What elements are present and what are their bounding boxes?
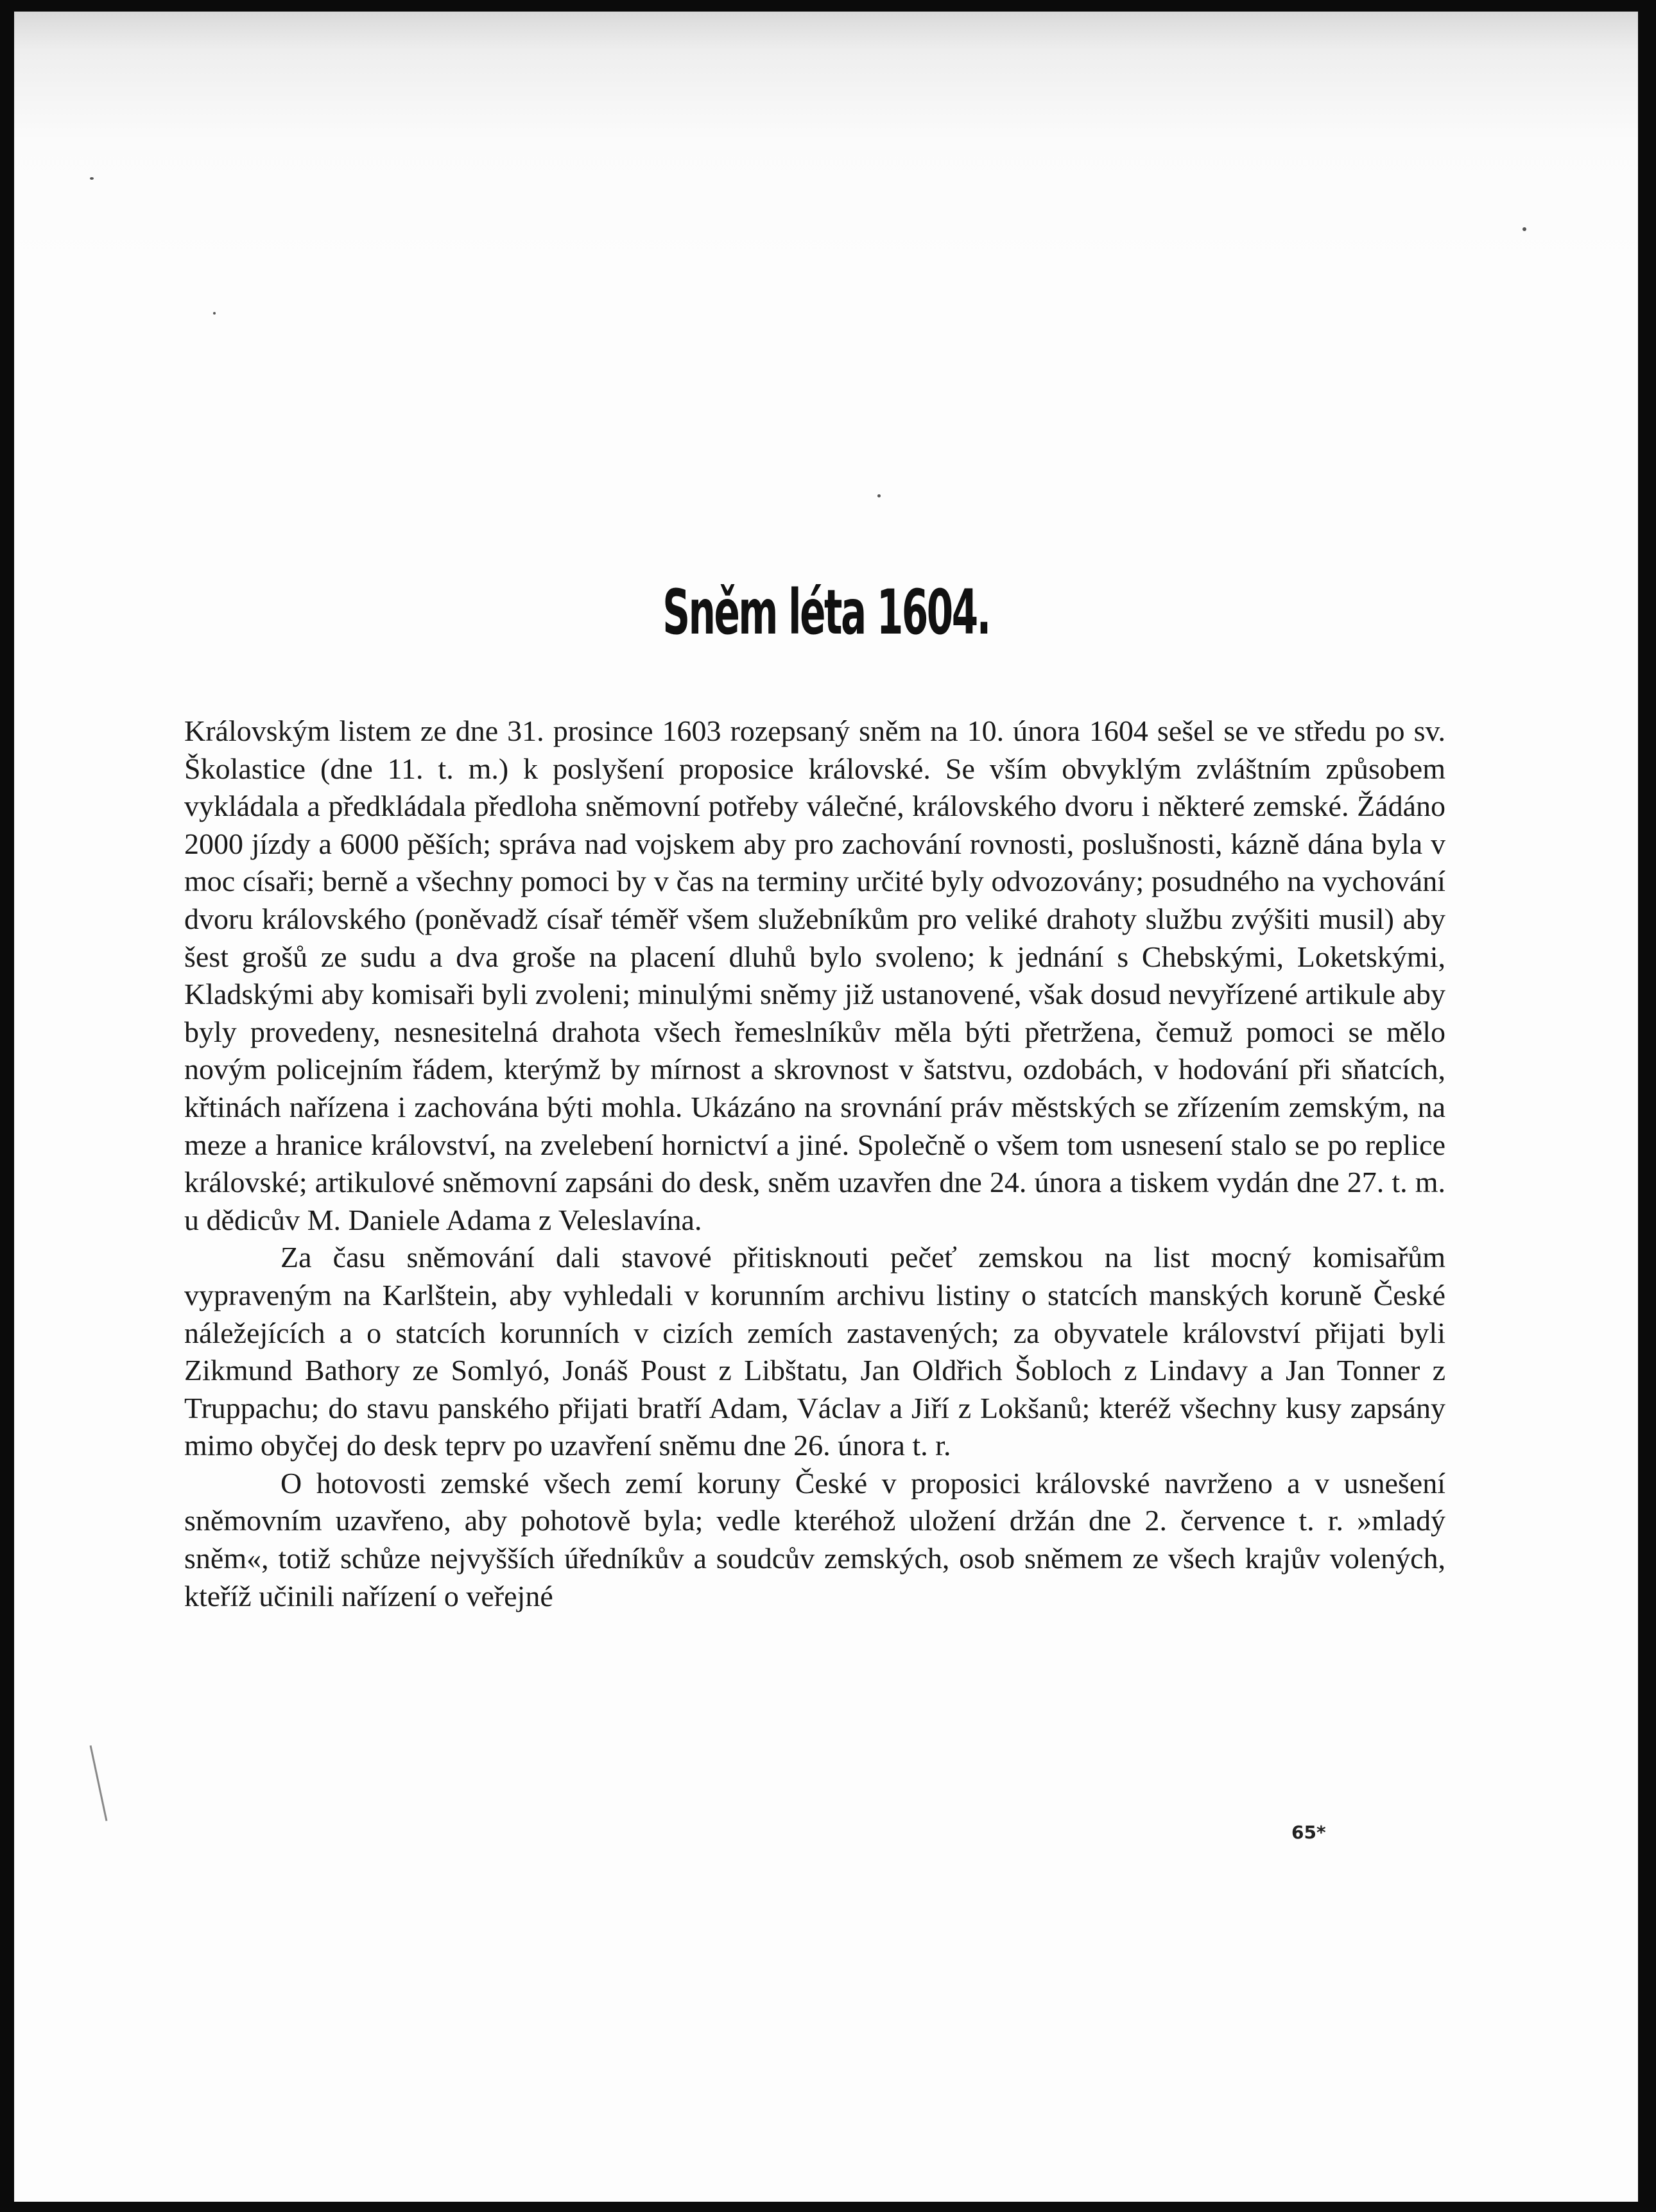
dust-speck [213,312,216,315]
dust-speck [877,494,881,497]
body-text [184,713,1445,1615]
paragraph: Královským listem ze dne 31. prosince 1603 rozepsaný sněm na 10. února 1604 sešel se ve středu po sv. Školastice (dne 11. t. m.) k poslyšení proposice královské. Se vším obvyklým zvláštním způsobem vykládala a předkládala předloha sněmovní potřeby válečné, královského dvoru i některé zemské. Žádáno 2000 jízdy a 6000 pěších; správa nad vojskem aby pro zachování rovnosti, poslušnosti, kázně dána byla v moc císaři; berně a všechny pomoci by v čas na terminy určité byly odvozovány; posudného na vychování dvoru královského (poněvadž císař téměř všem služebníkům pro veliké drahoty službu zvýšiti musil) aby šest grošů ze sudu a dva groše na placení dluhů bylo svoleno; k jednání s Chebskými, Loketskými, Kladskými aby komisaři byli zvoleni; minulými sněmy již ustanovené, však dosud nevyřízené artikule aby byly provedeny, nesnesitelná drahota všech řemeslníkův měla býti přetržena, čemuž pomoci se mělo novým policejním řádem, kterýmž by mírnost a skrovnost v šatstvu, ozdobách, v hodování při sňatcích, křtinách nařízena i zachována býti mohla. Ukázáno na srovnání práv městských se zřízením zemským, na meze a hranice království, na zvelebení hornictví a jiné. Společně o všem tom usnesení stalo se po replice královské; artikulové sněmovní zapsáni do desk, sněm uzavřen dne 24. února a tiskem vydán dne 27. t. m. u dědicův M. Daniele Adama z Veleslavína. [184,714,1445,1236]
page-title: Sněm léta 1604. [662,576,990,648]
margin-scratch [90,1745,108,1821]
paragraph: O hotovosti zemské všech zemí koruny České v proposici královské navrženo a v usnešení sněmovním uzavřeno, aby pohotově byla; vedle kteréhož uložení držán dne 2. července t. r. »mladý sněm«, totiž schůze nejvyšších úředníkův a soudcův zemských, osob sněmem ze všech krajův volených, kteříž učinili nařízení o veřejné [184,1466,1445,1612]
folio-number: 65* [1291,1822,1326,1843]
page [14,12,1638,2202]
paragraph: Za času sněmování dali stavové přitisknouti pečeť zemskou na list mocný komisařům vypraveným na Karlštein, aby vyhledali v korunním archivu listiny o statcích manských koruně České náležejících a o statcích korunních v cizích zemích zastavených; za obyvatele království přijati byli Zikmund Bathory ze Somlyó, Jonáš Poust z Libštatu, Jan Oldřich Šobloch z Lindavy a Jan Tonner z Truppachu; do stavu panského přijati bratří Adam, Václav a Jiří z Lokšanů; kteréž všechny kusy zapsány mimo obyčej do desk teprv po uzavření sněmu dne 26. února t. r. [184,1241,1445,1462]
dust-speck [1522,227,1526,231]
dust-speck [90,177,94,180]
